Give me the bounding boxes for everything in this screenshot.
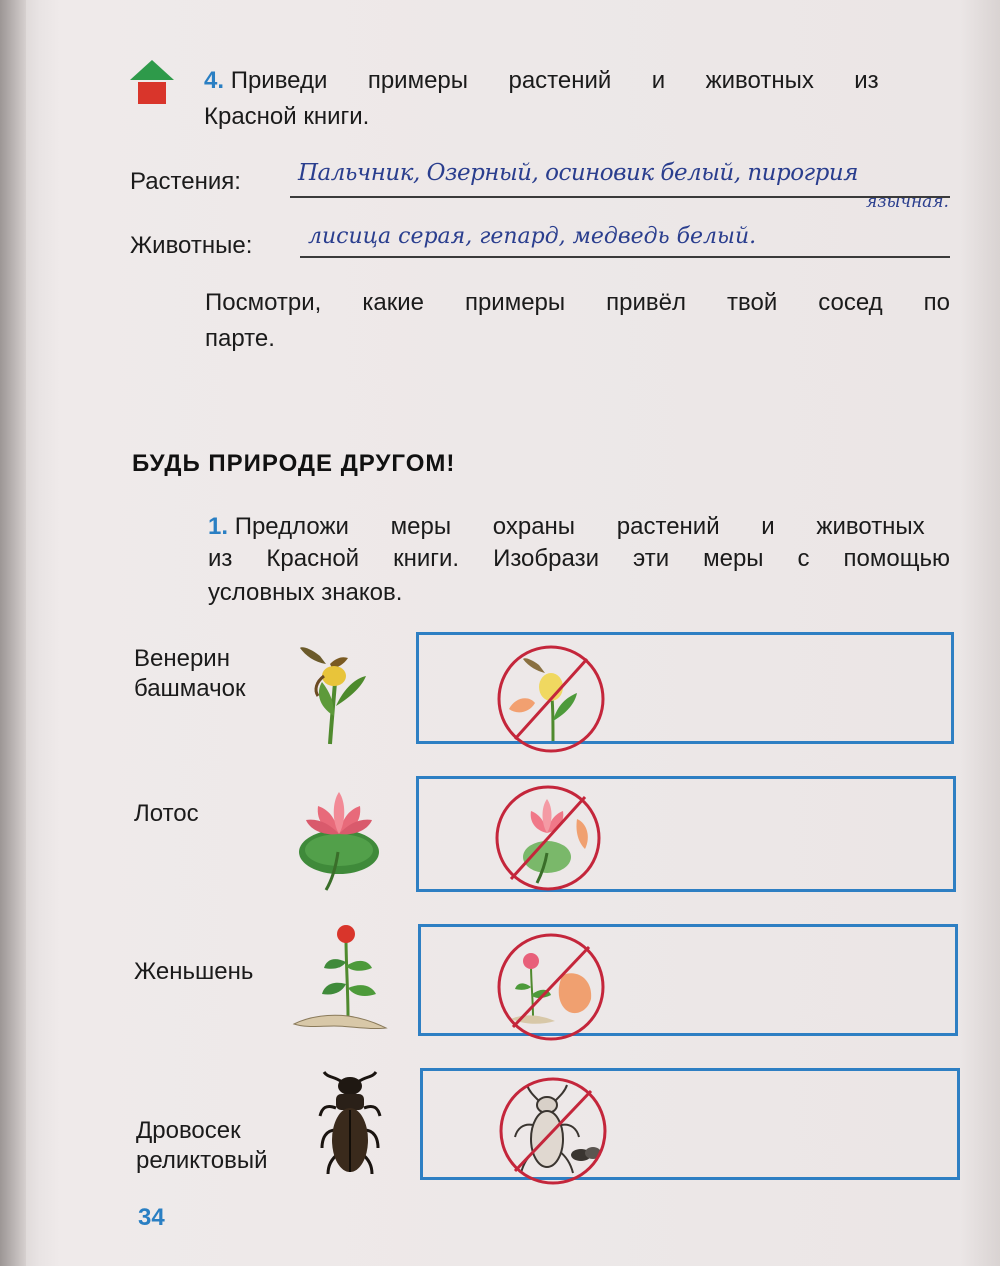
measure-box-ginseng[interactable] (418, 924, 958, 1036)
page-binding (0, 0, 26, 1266)
plants-label: Растения: (130, 168, 241, 195)
prohibition-sign-icon (495, 643, 607, 755)
ginseng-icon (290, 922, 390, 1034)
lotus-icon (296, 786, 382, 892)
animals-label: Животные: (130, 232, 253, 259)
task1-number: 1. (208, 513, 229, 540)
plants-answer-line (290, 196, 950, 198)
page-number: 34 (138, 1204, 165, 1231)
prohibition-sign-icon (493, 783, 603, 893)
item-name-lotus (134, 800, 199, 828)
item-name-ginseng (134, 958, 253, 986)
lady-slipper-icon (296, 636, 376, 748)
item-name-line1: Венерин (134, 645, 230, 672)
task4-note-line1-text: Посмотри, какие примеры привёл твой сосед по (205, 289, 950, 316)
item-name-line1: Лотос (134, 800, 199, 827)
item-name-line2: реликтовый (136, 1147, 268, 1174)
task4-note-line2: парте. (205, 325, 275, 352)
task1-line1 (208, 510, 950, 544)
animals-answer-line (300, 256, 950, 258)
task4-note-line1 (205, 286, 950, 320)
task4-number: 4. (204, 67, 225, 94)
item-name-beetle (136, 1116, 268, 1176)
task1-line3: условных знаков. (208, 579, 403, 606)
house-icon (128, 58, 176, 106)
measure-box-lady-slipper[interactable] (416, 632, 954, 744)
plants-answer-continuation: язычная. (866, 192, 949, 212)
task4-line2: Красной книги. (204, 103, 370, 130)
item-name-line1: Женьшень (134, 958, 254, 985)
task1-line1-text: Предложи меры охраны растений и животных (234, 513, 925, 540)
item-name-lady-slipper (134, 644, 245, 704)
section-heading: БУДЬ ПРИРОДЕ ДРУГОМ! (132, 450, 456, 477)
measure-box-lotus[interactable] (416, 776, 956, 892)
item-name-line1: Дровосек (136, 1117, 241, 1144)
item-name-line2: башмачок (134, 675, 246, 702)
measure-box-beetle[interactable] (420, 1068, 960, 1180)
plants-answer: Пальчник, Озерный, осиновик белый, пирогрия (298, 160, 858, 186)
animals-answer: лисица серая, гепард, медведь белый. (308, 224, 757, 249)
task4-line1 (204, 64, 950, 98)
beetle-icon (316, 1068, 384, 1178)
task1-line2-text: из Красной книги. Изобрази эти меры с помощью (208, 545, 950, 572)
prohibition-sign-icon (497, 1075, 609, 1187)
task4-line1-text: Приведи примеры растений и животных из (230, 67, 879, 94)
task1-line2 (208, 542, 950, 576)
prohibition-sign-icon (495, 931, 607, 1043)
